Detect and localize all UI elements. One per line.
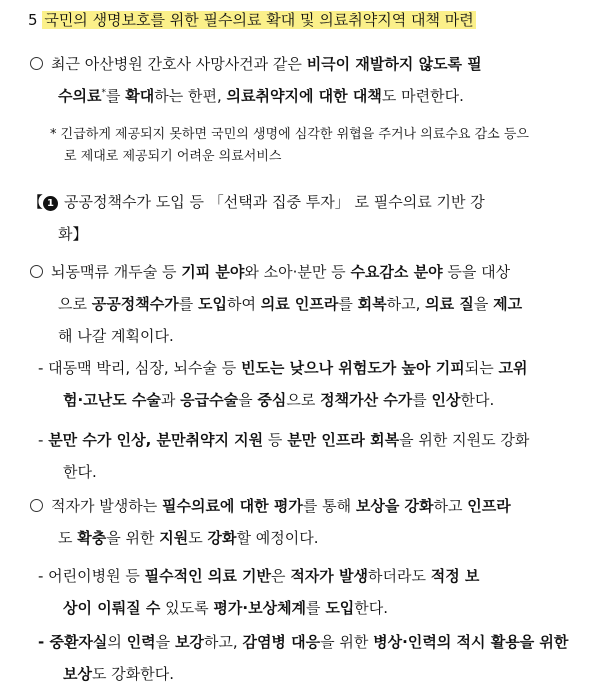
section-title xyxy=(28,10,476,30)
section-number: 5 xyxy=(28,11,38,29)
dash-item-1: - 대동맥 박리, 심장, 뇌수술 등 빈도는 낮으나 위험도가 높아 기피되는 고위 험·고난도 수술과 응급수술을 중심으로 정책가산 수가를 인상한다. xyxy=(38,359,528,409)
section-title-text: 국민의 생명보호를 위한 필수의료 확대 및 의료취약지역 대책 마련 xyxy=(44,11,474,29)
dash-item-2: - 분만 수가 인상, 분만취약지 지원 등 분만 인프라 회복을 위한 지원도 강화 한다. xyxy=(38,431,530,481)
footnote: * 긴급하게 제공되지 못하면 국민의 생명에 심각한 위협을 주거나 의료수요 감소 등으 로 제대로 제공되기 어려운 의료서비스 xyxy=(50,127,529,164)
footnote-marker: * xyxy=(101,88,106,98)
paragraph-1: 최근 아산병원 간호사 사망사건과 같은 비극이 재발하지 않도록 필 수의료*를 확대하는 한편, 의료취약지에 대한 대책도 마련한다. xyxy=(30,48,482,112)
circle-bullet-icon xyxy=(30,265,43,278)
circle-bullet-icon xyxy=(30,57,43,70)
paragraph-2: 뇌동맥류 개두술 등 기피 분야와 소아·분만 등 수요감소 분야 등을 대상 으로 공공정책수가를 도입하여 의료 인프라를 회복하고, 의료 질을 제고 해 나갈 계획이다. xyxy=(30,256,522,352)
subheading: 【 1 공공정책수가 도입 등 「선택과 집중 투자」 로 필수의료 기반 강 화】 xyxy=(28,193,485,243)
number-one-icon: 1 xyxy=(43,196,58,211)
paragraph-3: 적자가 발생하는 필수의료에 대한 평가를 통해 보상을 강화하고 인프라 도 확충을 위한 지원도 강화할 예정이다. xyxy=(30,490,511,554)
circle-bullet-icon xyxy=(30,499,43,512)
dash-item-3: - 어린이병원 등 필수적인 의료 기반은 적자가 발생하더라도 적정 보 상이 이뤄질 수 있도록 평가·보상체계를 도입한다. xyxy=(38,567,480,617)
dash-item-4: - 중환자실의 인력을 보강하고, 감염병 대응을 위한 병상·인력의 적시 활용을 위한 보상도 강화한다. xyxy=(38,633,569,683)
